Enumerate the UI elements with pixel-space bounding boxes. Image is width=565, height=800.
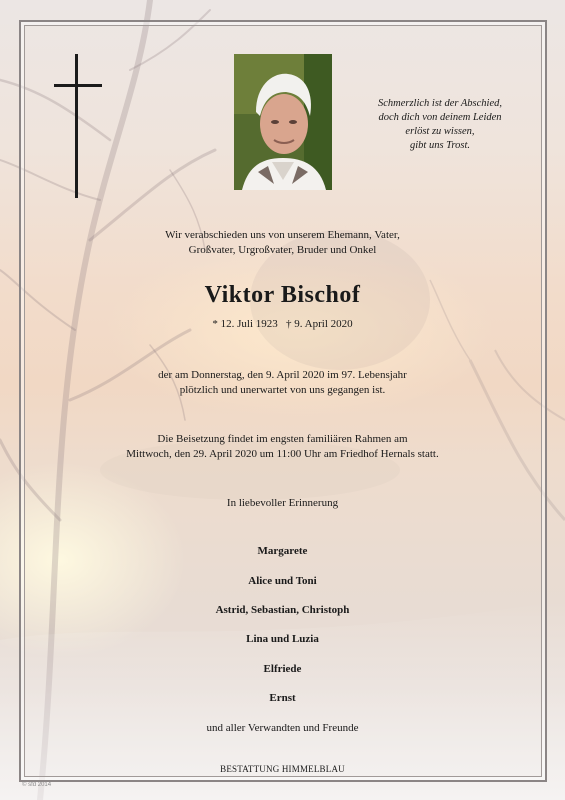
quote-line: gibt uns Trost. xyxy=(409,140,470,151)
deceased-name: Viktor Bischof xyxy=(204,282,361,308)
life-dates xyxy=(0,317,565,332)
intro-line: Großvater, Urgroßvater, Bruder und Onkel xyxy=(188,244,377,256)
death-date: † 9. April 2020 xyxy=(286,318,353,330)
birth-date: * 12. Juli 1923 xyxy=(212,318,278,330)
mourner-name: Lina und Luzia xyxy=(246,633,319,645)
mourner-name: Astrid, Sebastian, Christoph xyxy=(215,604,350,616)
death-notice-line: der am Donnerstag, den 9. April 2020 im 97. Lebensjahr xyxy=(158,369,407,381)
funeral-line: Die Beisetzung findet im engsten familiären Rahmen am xyxy=(157,433,408,445)
remembrance-text: In liebevoller Erinnerung xyxy=(226,497,339,509)
mourner-name: Ernst xyxy=(269,692,296,704)
funeral-line: Mittwoch, den 29. April 2020 um 11:00 Uhr am Friedhof Hernals statt. xyxy=(126,448,439,460)
quote-block xyxy=(350,97,530,153)
quote-line: erlöst zu wissen, xyxy=(405,126,475,137)
mourner-name: Alice und Toni xyxy=(248,575,317,587)
intro-text xyxy=(0,228,565,258)
portrait-image xyxy=(234,54,332,190)
relatives-text: und aller Verwandten und Freunde xyxy=(206,722,359,734)
undertaker-name: BESTATTUNG HIMMELBLAU xyxy=(220,764,345,774)
intro-line: Wir verabschieden uns von unserem Ehemann, Vater, xyxy=(165,229,400,241)
death-notice-line: plötzlich und unerwartet von uns gegangen ist. xyxy=(179,384,386,396)
quote-line: Schmerzlich ist der Abschied, xyxy=(377,98,503,109)
mourner-name: Margarete xyxy=(257,545,308,557)
death-notice xyxy=(0,368,565,398)
portrait-photo xyxy=(234,54,332,190)
quote-line: doch dich von deinem Leiden xyxy=(378,112,502,123)
copyright-note: © sfd 2014 xyxy=(22,782,52,788)
cross-icon xyxy=(50,54,106,198)
funeral-info xyxy=(0,432,565,462)
mourner-name: Elfriede xyxy=(263,663,302,675)
